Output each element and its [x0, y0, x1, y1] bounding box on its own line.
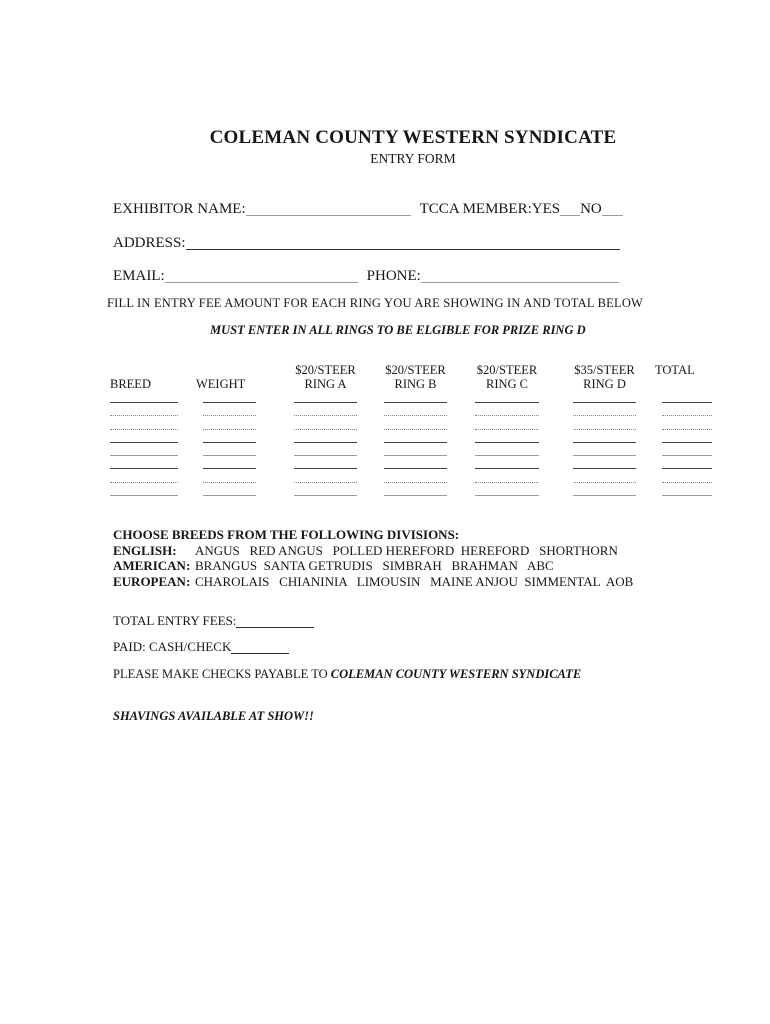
breed-column-header: BREED — [110, 377, 151, 391]
entry-cell-line[interactable] — [475, 390, 539, 403]
paid-line[interactable] — [231, 651, 289, 654]
entry-cell-line[interactable] — [203, 430, 256, 443]
email-line[interactable] — [165, 280, 358, 283]
entry-cell-line[interactable] — [203, 483, 256, 496]
address-row — [113, 234, 620, 252]
entry-cell-line[interactable] — [384, 483, 447, 496]
entry-cell-line[interactable] — [384, 443, 447, 456]
entry-cell-line[interactable] — [294, 470, 357, 483]
shavings-note: SHAVINGS AVAILABLE AT SHOW!! — [113, 709, 314, 723]
entry-cell-line[interactable] — [110, 443, 178, 456]
division-label: ENGLISH: — [113, 542, 177, 558]
entry-cell-line[interactable] — [203, 390, 256, 403]
ring-c-column-header — [475, 364, 539, 391]
entry-cell-line[interactable] — [294, 403, 357, 416]
entry-table-row — [0, 403, 770, 416]
divisions-section — [113, 527, 673, 590]
entry-cell-line[interactable] — [573, 417, 636, 430]
entry-cell-line[interactable] — [110, 430, 178, 443]
ring-a-column-header — [294, 364, 357, 391]
entry-cell-line[interactable] — [110, 470, 178, 483]
entry-cell-line[interactable] — [573, 430, 636, 443]
ring-c-name: RING C — [485, 376, 529, 391]
ring-d-column-header — [573, 364, 636, 391]
entry-cell-line[interactable] — [475, 443, 539, 456]
entry-cell-line[interactable] — [573, 456, 636, 469]
ring-d-price: $35/STEER — [574, 363, 635, 377]
exhibitor-row — [113, 200, 623, 218]
division-breeds: BRANGUS SANTA GETRUDIS SIMBRAH BRAHMAN ABC — [195, 558, 554, 574]
entry-cell-line[interactable] — [294, 443, 357, 456]
ring-c-price: $20/STEER — [476, 363, 538, 377]
total-column-header: TOTAL — [655, 363, 695, 377]
phone-label: PHONE: — [366, 268, 421, 284]
ring-d-name: RING D — [583, 376, 626, 391]
entry-cell-line[interactable] — [294, 456, 357, 469]
entry-cell-line[interactable] — [475, 417, 539, 430]
entry-cell-line[interactable] — [475, 456, 539, 469]
tcca-member-label: TCCA MEMBER:YES — [419, 201, 561, 217]
entry-cell-line[interactable] — [110, 403, 178, 416]
division-breeds: CHAROLAIS CHIANINIA LIMOUSIN MAINE ANJOU SIMMENTAL AOB — [195, 574, 634, 590]
entry-cell-line[interactable] — [573, 470, 636, 483]
total-fees-label: TOTAL ENTRY FEES: — [113, 613, 237, 628]
division-row-english — [113, 543, 673, 559]
division-row-american — [113, 558, 673, 574]
entry-cell-line[interactable] — [384, 470, 447, 483]
entry-cell-line[interactable] — [662, 443, 712, 456]
entry-cell-line[interactable] — [294, 417, 357, 430]
title-block — [113, 127, 713, 167]
entry-cell-line[interactable] — [662, 390, 712, 403]
entry-cell-line[interactable] — [475, 430, 539, 443]
entry-cell-line[interactable] — [384, 390, 447, 403]
entry-cell-line[interactable] — [662, 456, 712, 469]
entry-table-row — [0, 390, 770, 403]
entry-table-row — [0, 483, 770, 496]
weight-column-header: WEIGHT — [196, 377, 246, 391]
entry-cell-line[interactable] — [384, 456, 447, 469]
entry-cell-line[interactable] — [203, 470, 256, 483]
division-label: AMERICAN: — [113, 558, 191, 574]
fee-instruction-note: FILL IN ENTRY FEE AMOUNT FOR EACH RING YOU ARE SHOWING IN AND TOTAL BELOW — [107, 296, 644, 310]
entry-cell-line[interactable] — [203, 417, 256, 430]
entry-table-row — [0, 456, 770, 469]
divisions-heading: CHOOSE BREEDS FROM THE FOLLOWING DIVISIONS: — [113, 527, 460, 542]
entry-cell-line[interactable] — [110, 456, 178, 469]
checks-payee: COLEMAN COUNTY WESTERN SYNDICATE — [330, 667, 582, 681]
entry-cell-line[interactable] — [475, 483, 539, 496]
paid-row — [113, 639, 289, 655]
entry-cell-line[interactable] — [573, 390, 636, 403]
email-phone-row — [113, 267, 619, 285]
paid-label: PAID: CASH/CHECK — [113, 639, 232, 654]
division-breeds: ANGUS RED ANGUS POLLED HEREFORD HEREFORD SHORTHORN — [195, 542, 618, 558]
entry-cell-line[interactable] — [662, 470, 712, 483]
entry-cell-line[interactable] — [475, 403, 539, 416]
entry-cell-line[interactable] — [573, 443, 636, 456]
ring-b-column-header — [384, 364, 447, 391]
total-fees-line[interactable] — [236, 625, 314, 628]
ring-a-name: RING A — [304, 376, 347, 391]
entry-cell-line[interactable] — [662, 417, 712, 430]
entry-cell-line[interactable] — [573, 483, 636, 496]
entry-table-row — [0, 470, 770, 483]
tcca-yes-line[interactable] — [560, 213, 580, 216]
entry-cell-line[interactable] — [294, 390, 357, 403]
entry-table-row — [0, 417, 770, 430]
entry-cell-line[interactable] — [573, 403, 636, 416]
phone-line[interactable] — [421, 280, 619, 283]
division-label: EUROPEAN: — [113, 574, 191, 590]
entry-cell-line[interactable] — [110, 483, 178, 496]
entry-table-rows — [0, 390, 770, 496]
prize-requirement-note: MUST ENTER IN ALL RINGS TO BE ELGIBLE FOR PRIZE RING D — [210, 323, 586, 337]
tcca-no-line[interactable] — [602, 213, 623, 216]
checks-note: PLEASE MAKE CHECKS PAYABLE TO — [113, 667, 331, 681]
entry-cell-line[interactable] — [384, 430, 447, 443]
entry-cell-line[interactable] — [384, 403, 447, 416]
entry-cell-line[interactable] — [110, 390, 178, 403]
exhibitor-name-label: EXHIBITOR NAME: — [113, 201, 246, 217]
entry-cell-line[interactable] — [662, 483, 712, 496]
entry-cell-line[interactable] — [110, 417, 178, 430]
entry-cell-line[interactable] — [203, 456, 256, 469]
entry-cell-line[interactable] — [203, 403, 256, 416]
document-subtitle: ENTRY FORM — [370, 151, 456, 166]
email-label: EMAIL: — [113, 268, 165, 284]
entry-cell-line[interactable] — [475, 470, 539, 483]
checks-note-row — [113, 666, 581, 682]
ring-b-price: $20/STEER — [385, 363, 446, 377]
ring-a-price: $20/STEER — [295, 363, 356, 377]
entry-table-row — [0, 443, 770, 456]
entry-cell-line[interactable] — [294, 430, 357, 443]
entry-table-row — [0, 430, 770, 443]
ring-b-name: RING B — [394, 376, 437, 391]
entry-cell-line[interactable] — [662, 430, 712, 443]
division-row-european — [113, 574, 673, 590]
address-label: ADDRESS: — [113, 235, 186, 251]
total-fees-row — [113, 613, 314, 629]
exhibitor-name-line[interactable] — [246, 213, 411, 216]
tcca-no-label: NO — [580, 201, 602, 217]
entry-cell-line[interactable] — [384, 417, 447, 430]
entry-cell-line[interactable] — [203, 443, 256, 456]
entry-cell-line[interactable] — [294, 483, 357, 496]
address-line[interactable] — [186, 247, 620, 250]
document-title: COLEMAN COUNTY WESTERN SYNDICATE — [209, 127, 617, 148]
entry-cell-line[interactable] — [662, 403, 712, 416]
